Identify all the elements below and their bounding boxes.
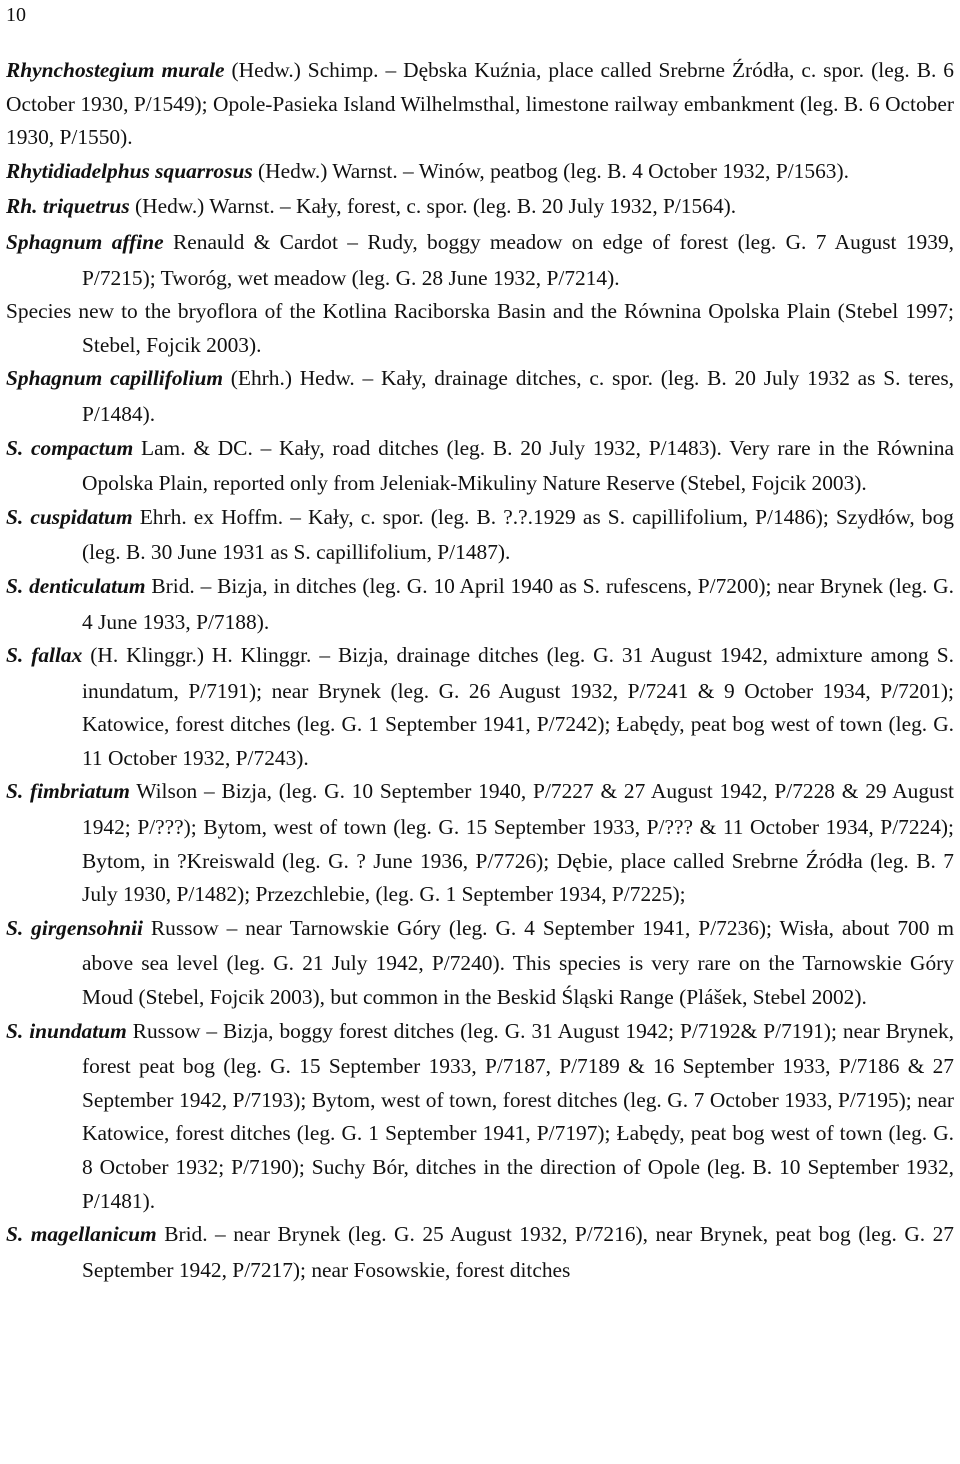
species-name: S. magellanicum bbox=[6, 1222, 157, 1247]
species-entry bbox=[6, 1218, 954, 1287]
species-list bbox=[6, 54, 954, 1287]
species-entry bbox=[6, 775, 954, 911]
species-entry bbox=[6, 432, 954, 501]
species-name: Rhytidiadelphus squarrosus bbox=[6, 158, 253, 183]
species-entry bbox=[6, 912, 954, 1015]
species-name: S. compactum bbox=[6, 435, 134, 460]
species-name: S. cuspidatum bbox=[6, 504, 133, 529]
species-name: Rhynchostegium murale bbox=[6, 58, 225, 82]
species-entry bbox=[6, 639, 954, 775]
page-number: 10 bbox=[6, 4, 26, 26]
entry-text: (Hedw.) Warnst. – Kały, forest, c. spor. (leg. B. 20 July 1932, P/1564). bbox=[135, 194, 737, 219]
entry-text: (H. Klinggr.) H. Klinggr. – Bizja, drainage ditches (leg. G. 31 August 1942, admixture among S. inundatum, P/7191); near Brynek (leg. G. 26 August 1932, P/7241 & 9 October 1934, P/7201); Katowice, forest ditches (leg. G. 1 September 1941, P/7242); Łabędy, peat bog west of town (leg. G. 11 October 1932, P/7243). bbox=[82, 643, 954, 770]
species-entry bbox=[6, 501, 954, 570]
entry-text: Russow – Bizja, boggy forest ditches (leg. G. 31 August 1942; P/7192& P/7191); near Brynek, forest peat bog (leg. G. 15 September 1933, P/7187, P/7189 & 16 September 1933, P/7186 & 27 September 1942, P/7193); Bytom, west of town, forest ditches (leg. G. 7 October 1933, P/7195); near Katowice, forest ditches (leg. G. 1 September 1941, P/7197); Łabędy, peat bog west of town (leg. G. 8 October 1932; P/7190); Suchy Bór, ditches in the direction of Opole (leg. B. 10 September 1932, P/1481). bbox=[82, 1018, 954, 1213]
species-name: Sphagnum affine bbox=[6, 229, 164, 254]
entry-text: Renauld & Cardot – Rudy, boggy meadow on edge of forest (leg. G. 7 August 1939, P/7215); Tworóg, wet meadow (leg. G. 28 June 1932, P/7214). bbox=[82, 229, 954, 290]
species-entry bbox=[6, 226, 954, 362]
species-name: S. inundatum bbox=[6, 1018, 127, 1043]
entry-note: Species new to the bryoflora of the Kotlina Raciborska Basin and the Równina Opolska Plain (Stebel 1997; Stebel, Fojcik 2003). bbox=[6, 299, 954, 357]
species-name: S. girgensohnii bbox=[6, 915, 143, 940]
species-name: Sphagnum capillifolium bbox=[6, 366, 223, 391]
species-name: Rh. triquetrus bbox=[6, 194, 130, 219]
species-entry bbox=[6, 362, 954, 431]
entry-text: (Hedw.) Schimp. – Dębska Kuźnia, place called Srebrne Źródła, c. spor. (leg. B. 6 October 1930, P/1549); Opole-Pasieka Island Wilhelmsthal, limestone railway embankment (leg. B. 6 October 1930, P/1550). bbox=[6, 58, 954, 150]
entry-text: Brid. – Bizja, in ditches (leg. G. 10 April 1940 as S. rufescens, P/7200); near Brynek (leg. G. 4 June 1933, P/7188). bbox=[82, 573, 954, 634]
species-name: S. denticulatum bbox=[6, 573, 146, 598]
entry-text: (Ehrh.) Hedw. – Kały, drainage ditches, c. spor. (leg. B. 20 July 1932 as S. teres, P/1484). bbox=[82, 366, 955, 426]
species-entry bbox=[6, 1015, 954, 1219]
entry-text: Lam. & DC. – Kały, road ditches (leg. B. 20 July 1932, P/1483). Very rare in the Równina Opolska Plain, reported only from Jeleniak-Mikuliny Nature Reserve (Stebel, Fojcik 2003). bbox=[82, 435, 954, 496]
entry-text: Ehrh. ex Hoffm. – Kały, c. spor. (leg. B. ?.?.1929 as S. capillifolium, P/1486); Szydłów, bog (leg. B. 30 June 1931 as S. capillifolium, P/1487). bbox=[82, 504, 954, 565]
species-name: S. fimbriatum bbox=[6, 779, 130, 804]
species-entry bbox=[6, 155, 954, 191]
entry-text: Wilson – Bizja, (leg. G. 10 September 1940, P/7227 & 27 August 1942, P/7228 & 29 August 1942; P/???); Bytom, west of town (leg. G. 15 September 1933, P/??? & 11 October 1934, P/7224); Bytom, in ?Kreiswald (leg. G. ? June 1936, P/7726); Dębie, place called Srebrne Źródła (leg. B. 7 July 1930, P/1482); Przezchlebie, (leg. G. 1 September 1934, P/7225); bbox=[82, 779, 954, 907]
species-name: S. fallax bbox=[6, 643, 83, 668]
entry-text: (Hedw.) Warnst. – Winów, peatbog (leg. B. 4 October 1932, P/1563). bbox=[258, 158, 849, 183]
entry-text: Brid. – near Brynek (leg. G. 25 August 1932, P/7216), near Brynek, peat bog (leg. G. 27 September 1942, P/7217); near Fosowskie, forest ditches bbox=[82, 1222, 954, 1282]
species-entry bbox=[6, 570, 954, 639]
species-entry bbox=[6, 190, 954, 226]
entry-text: Russow – near Tarnowskie Góry (leg. G. 4 September 1941, P/7236); Wisła, about 700 m above sea level (leg. G. 21 July 1942, P/7240). This species is very rare on the Tarnowskie Góry Moud (Stebel, Fojcik 2003), but common in the Beskid Śląski Range (Plášek, Stebel 2002). bbox=[82, 915, 954, 1010]
species-entry bbox=[6, 54, 954, 155]
